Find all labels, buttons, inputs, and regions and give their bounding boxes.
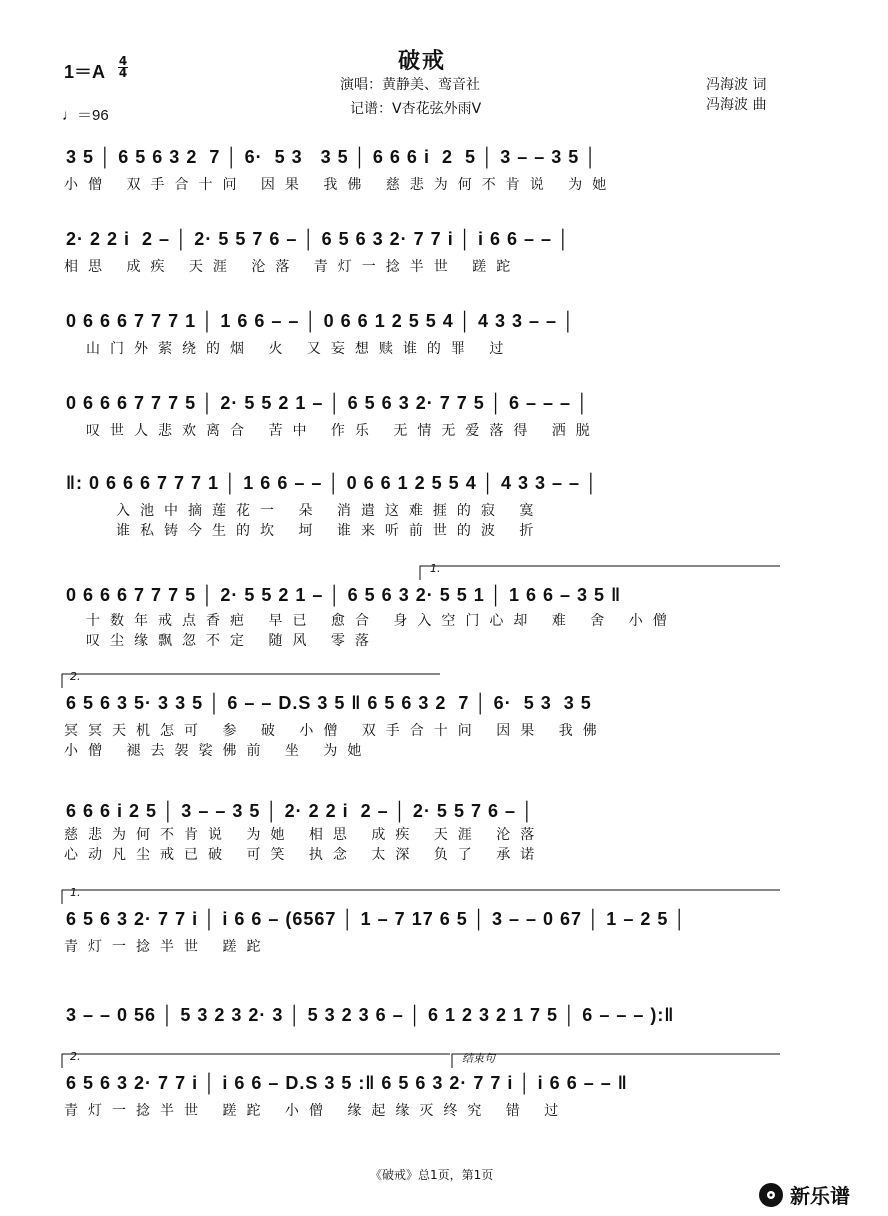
lyrics-line-2: 小僧 褪去袈裟佛前 坐 为她 — [64, 743, 372, 759]
time-bottom: 4 — [118, 66, 128, 80]
notes-line: 6 5 6 3 2· 7 7 i │ i 6 6 – D.S 3 5 :‖ 6 5 6 3 2· 7 7 i │ i 6 6 – – ‖ — [66, 1073, 628, 1093]
lyrics-line: 小僧 双手合十问 因果 我佛 慈悲为何不肯说 为她 — [64, 177, 617, 193]
notes-line: 6 5 6 3 5· 3 3 5 │ 6 – – D.S 3 5 ‖ 6 5 6 3 2 7 │ 6· 5 3 3 5 — [66, 693, 592, 713]
lyrics-line: 冥冥天机怎可 参 破 小僧 双手合十问 因果 我佛 — [64, 723, 607, 739]
notes-line: 3 5 │ 6 5 6 3 2 7 │ 6· 5 3 3 5 │ 6 6 6 i 2 5 │ 3 – – 3 5 │ — [66, 147, 598, 167]
lyrics-line: 入池中摘莲花一 朵 消遣这难捱的寂 寞 — [116, 503, 544, 519]
lyrics-line: 相思 成疾 天涯 沦落 青灯一捻半世 蹉跎 — [64, 259, 521, 275]
notes-line: 0 6 6 6 7 7 7 5 │ 2· 5 5 2 1 – │ 6 5 6 3 2· 7 7 5 │ 6 – – – │ — [66, 393, 590, 413]
volta-1-label: 1. — [430, 562, 441, 575]
song-title: 破戒 — [398, 49, 447, 74]
lyrics-line: 叹世人悲欢离合 苦中 作乐 无情无爱落得 洒脱 — [86, 423, 600, 439]
volta-2-line-b — [62, 1054, 450, 1068]
transcriber-credit: 记谱：V杏花弦外雨V — [350, 101, 482, 117]
lyricist-credit: 冯海波 词 — [706, 77, 767, 93]
logo-text: 新乐谱 — [790, 1184, 850, 1208]
notes-line: 3 – – 0 56 │ 5 3 2 3 2· 3 │ 5 3 2 3 6 – │ 6 1 2 3 2 1 7 5 │ 6 – – – ):‖ — [66, 1005, 675, 1025]
composer-credit: 冯海波 曲 — [706, 97, 767, 113]
lyrics-line-2: 心动凡尘戒已破 可笑 执念 太深 负了 承诺 — [64, 847, 545, 863]
notes-line: 0 6 6 6 7 7 7 5 │ 2· 5 5 2 1 – │ 6 5 6 3 2· 5 5 1 │ 1 6 6 – 3 5 ‖ — [66, 585, 622, 605]
lyrics-line: 慈悲为何不肯说 为她 相思 成疾 天涯 沦落 — [64, 827, 545, 843]
lyrics-line: 青灯一捻半世 蹉跎 — [64, 939, 271, 955]
volta-1-label-b: 1. — [70, 886, 81, 899]
singer-credit: 演唱：黄静美、鸾音社 — [340, 77, 480, 93]
page-footer: 《破戒》总1页，第1页 — [370, 1168, 494, 1182]
volta-2-label-b: 2. — [70, 1050, 81, 1063]
notes-line: 0 6 6 6 7 7 7 1 │ 1 6 6 – – │ 0 6 6 1 2 5 5 4 │ 4 3 3 – – │ — [66, 311, 576, 331]
volta-1-line-b — [62, 890, 780, 904]
volta-2-label: 2. — [70, 670, 81, 683]
volta-1-line-a — [420, 566, 780, 580]
key-signature: 1＝A — [64, 62, 106, 82]
lyrics-line: 山门外萦绕的烟 火 又妄想赎谁的罪 过 — [86, 341, 514, 357]
ending-label: 结束句 — [462, 1052, 495, 1065]
volta-2-line-a — [62, 674, 440, 688]
ending-line — [452, 1054, 780, 1068]
notes-line: 6 6 6 i 2 5 │ 3 – – 3 5 │ 2· 2 2 i 2 – │ 2· 5 5 7 6 – │ — [66, 801, 535, 821]
notes-line: 6 5 6 3 2· 7 7 i │ i 6 6 – (6567 │ 1 – 7 17 6 5 │ 3 – – 0 67 │ 1 – 2 5 │ — [66, 909, 687, 929]
lyrics-line: 十数年戒点香疤 早已 愈合 身入空门心却 难 舍 小僧 — [86, 613, 677, 629]
lyrics-line: 青灯一捻半世 蹉跎 小僧 缘起缘灭终究 错 过 — [64, 1103, 569, 1119]
notes-line: 2· 2 2 i 2 – │ 2· 5 5 7 6 – │ 6 5 6 3 2· 7 7 i │ i 6 6 – – │ — [66, 229, 571, 249]
logo — [758, 1180, 850, 1209]
tempo-marking: ♩＝96 — [62, 107, 109, 124]
lyrics-line-2: 谁私铸今生的坎 坷 谁来听前世的波 折 — [116, 523, 544, 539]
time-top: 4 — [118, 54, 128, 68]
lyrics-line-2: 叹尘缘飘忽不定 随风 零落 — [86, 633, 379, 649]
notes-line: ‖: 0 6 6 6 7 7 7 1 │ 1 6 6 – – │ 0 6 6 1 2 5 5 4 │ 4 3 3 – – │ — [66, 473, 599, 493]
logo-disc-icon — [758, 1182, 784, 1208]
